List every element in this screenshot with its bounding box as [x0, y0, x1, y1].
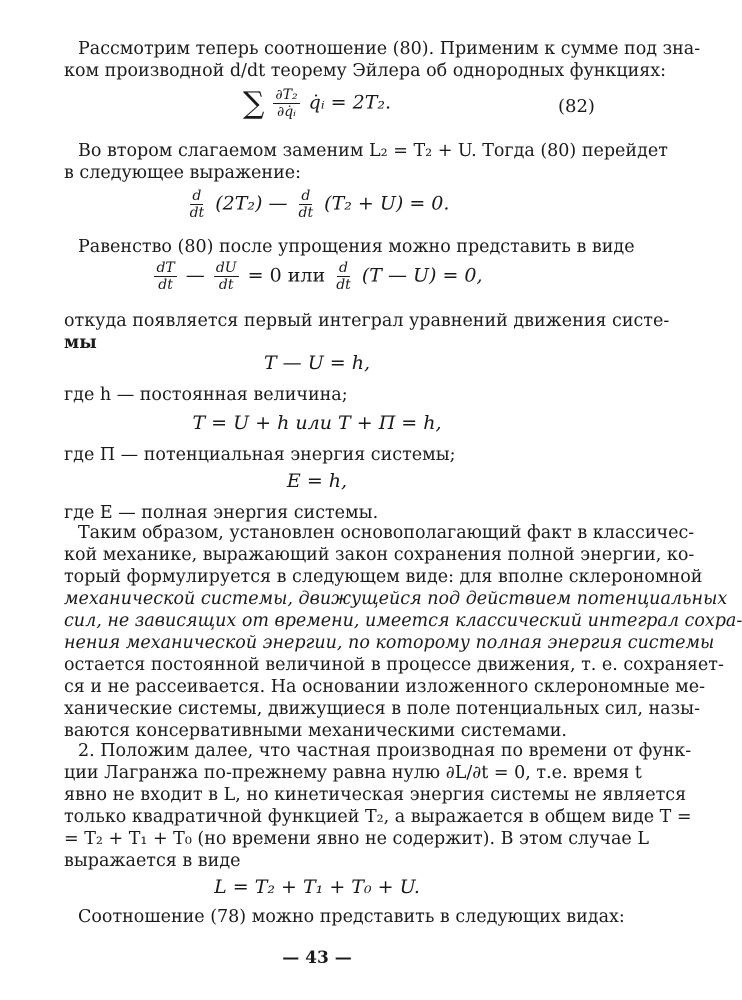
text-line: торый формулируется в следующем виде: для вполне склерономной: [64, 567, 703, 587]
text-line: мы: [64, 333, 97, 353]
text-line: Рассмотрим теперь соотношение (80). Применим к сумме под зна-: [78, 39, 701, 59]
equation-82: ∑ $\frac{\text{∂T₂}}{\text{∂q̇ᵢ}}$ q̇ᵢ = 2T₂.: [242, 86, 392, 121]
equation-integral: T — U = h,: [263, 352, 371, 374]
equation-h: T = U + h или T + П = h,: [192, 412, 442, 434]
equation-e: E = h,: [286, 470, 348, 492]
text-line: кой механике, выражающий закон сохранения полной энергии, ко-: [64, 545, 695, 565]
text-line: явно не входит в L, но кинетическая энергия системы не является: [64, 785, 687, 805]
text-line: механической системы, движущейся под действием потенциальных: [64, 589, 728, 609]
text-line: в следующее выражение:: [64, 163, 301, 183]
fraction: $\frac{\text{∂T₂}}{\text{∂q̇ᵢ}}$: [275, 87, 298, 120]
equation-derivative: $\frac{d}{dt}$ (2T₂) — $\frac{d}{dt}$ (T₂ + U) = 0.: [189, 188, 450, 221]
equation-lagrangian: L = T₂ + T₁ + T₀ + U.: [214, 876, 420, 898]
text-line: ком производной d/dt теорему Эйлера об однородных функциях:: [64, 61, 667, 81]
text-line: Равенство (80) после упрощения можно представить в виде: [78, 237, 635, 257]
text-line: ваются консервативными механическими системами.: [64, 721, 567, 741]
text-line: выражается в виде: [64, 851, 241, 871]
text-line: где П — потенциальная энергия системы;: [64, 445, 456, 465]
page-number: — 43 —: [282, 948, 352, 968]
text-line: 2. Положим далее, что частная производная по времени от функ-: [78, 741, 692, 761]
text-line: Таким образом, установлен основополагающий факт в классичес-: [78, 523, 695, 543]
text-line: нения механической энергии, по которому полная энергия системы: [64, 633, 715, 653]
text-line: только квадратичной функцией T₂, а выражается в общем виде T =: [64, 807, 692, 827]
text-line: откуда появляется первый интеграл уравнений движения систе-: [64, 311, 670, 331]
sum-symbol: ∑: [242, 86, 265, 121]
equation-number: (82): [558, 96, 595, 117]
text-line: ханические системы, движущиеся в поле потенциальных сил, назы-: [64, 699, 700, 719]
text-line: остается постоянной величиной в процессе движения, т. е. сохраняет-: [64, 655, 724, 675]
text-line: ции Лагранжа по-прежнему равна нулю ∂L/∂t = 0, т.е. время t: [64, 763, 642, 783]
text-line: Соотношение (78) можно представить в следующих видах:: [78, 907, 625, 927]
text-line: сил, не зависящих от времени, имеется классический интеграл сохра-: [64, 611, 742, 631]
text-line: = T₂ + T₁ + T₀ (но времени явно не содержит). В этом случае L: [64, 829, 649, 849]
equation-energy: $\frac{dT}{dt}$ — $\frac{dU}{dt}$ = 0 или $\frac{d}{dt}$ (T — U) = 0,: [156, 260, 483, 293]
text-line: где h — постоянная величина;: [64, 385, 348, 405]
text-line: Во втором слагаемом заменим L₂ = T₂ + U. Тогда (80) перейдет: [78, 141, 668, 161]
text-line: где E — полная энергия системы.: [64, 503, 379, 523]
text-line: ся и не рассеивается. На основании изложенного склерономные ме-: [64, 677, 705, 697]
